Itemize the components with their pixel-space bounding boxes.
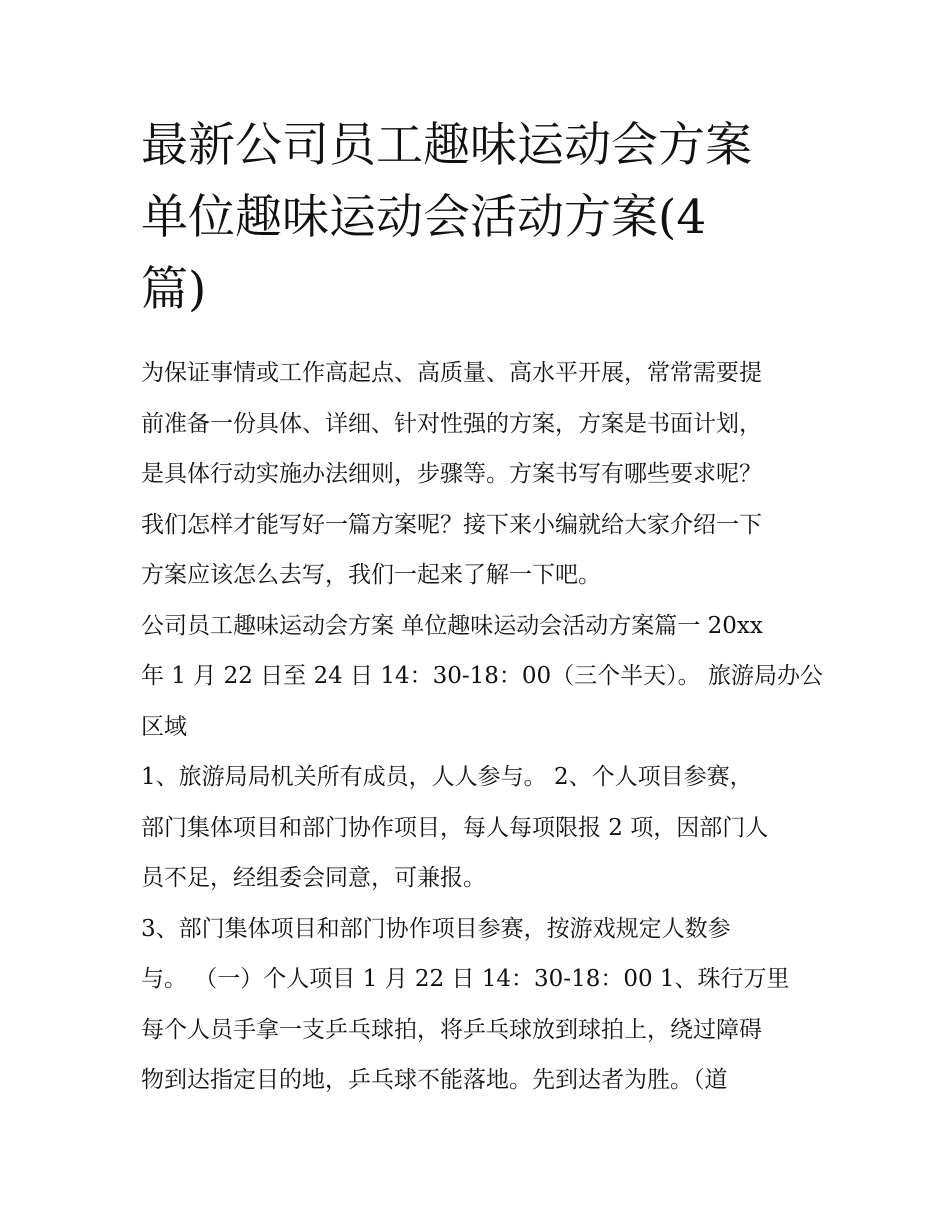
title-line: 单位趣味运动会活动方案(4 [141, 190, 707, 245]
document-body [141, 348, 823, 1106]
document-page [141, 110, 823, 1106]
events-paragraph [141, 904, 811, 1106]
text-line: 员不足，经组委会同意，可兼报。 [141, 865, 486, 891]
text-line: 3、部门集体项目和部门协作项目参赛，按游戏规定人数参 [141, 915, 731, 942]
text-line: 方案应该怎么去写，我们一起来了解一下吧。 [141, 562, 601, 588]
text-line: 每个人员手拿一支乒乓球拍，将乒乓球放到球拍上，绕过障碍 [141, 1016, 762, 1043]
text-line: 是具体行动实施办法细则，步骤等。方案书写有哪些要求呢？ [141, 461, 762, 487]
text-line: 区域 [141, 713, 187, 740]
text-line: 与。 （一）个人项目 1 月 22 日 14：30-18：00 1、珠行万里 [141, 966, 790, 992]
text-line: 我们怎样才能写好一篇方案呢？接下来小编就给大家介绍一下 [141, 511, 762, 538]
text-line: 为保证事情或工作高起点、高质量、高水平开展，常常需要提 [141, 360, 762, 386]
schedule-paragraph [141, 601, 823, 753]
text-line: 1、旅游局局机关所有成员，人人参与。 2、个人项目参赛， [141, 764, 753, 790]
document-title [141, 110, 811, 326]
text-line: 年 1 月 22 日至 24 日 14：30-18：00（三个半天）。 旅游局办公 [141, 663, 823, 689]
intro-paragraph [141, 348, 811, 601]
participants-paragraph [141, 752, 811, 904]
text-line: 物到达指定目的地，乒乓球不能落地。先到达者为胜。（道 [141, 1067, 728, 1093]
text-line: 前准备一份具体、详细、针对性强的方案，方案是书面计划， [141, 410, 762, 437]
text-line: 部门集体项目和部门协作项目，每人每项限报 2 项，因部门人 [141, 814, 769, 841]
title-line: 最新公司员工趣味运动会方案 [141, 118, 752, 173]
text-line: 公司员工趣味运动会方案 单位趣味运动会活动方案篇一 20xx [141, 612, 763, 639]
title-line: 篇) [141, 262, 207, 317]
